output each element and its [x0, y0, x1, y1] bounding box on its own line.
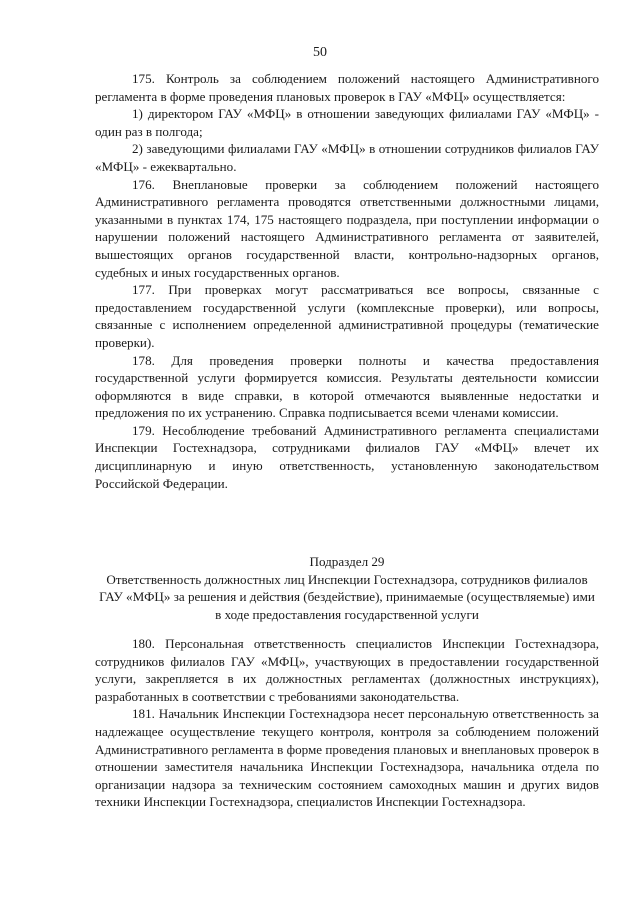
body-text-top: [95, 70, 599, 492]
body-text-bottom: [95, 635, 599, 811]
paragraph-175-item-1: 1) директором ГАУ «МФЦ» в отношении заведующих филиалами ГАУ «МФЦ» - один раз в полгода;: [95, 106, 599, 139]
section-heading: Подраздел 29: [309, 554, 385, 569]
paragraph-181: 181. Начальник Инспекции Гостехнадзора несет персональную ответственность за надлежащее осуществление текущего контроля, контроля за соблюдением положений Административного регламента в форме проведения плановых и внеплановых проверок в отношении заместителя начальника Инспекции Гостехнадзора, начальника отдела по организации надзора за техническим состоянием самоходных машин и других видов техники Инспекции Гостехнадзора, специалистов Инспекции Гостехнадзора.: [95, 706, 599, 810]
paragraph-176: 176. Внеплановые проверки за соблюдением положений настоящего Административного регламента проводятся ответственными должностными лицами, указанными в пунктах 174, 175 настоящего подраздела, при поступлении информации о нарушении положений настоящего Административного регламента от заявителей, вышестоящих органов государственной власти, контрольно-надзорных органов, судебных и иных государственных органов.: [95, 176, 599, 280]
section-title: Ответственность должностных лиц Инспекции Гостехнадзора, сотрудников филиалов ГАУ «МФЦ» за решения и действия (бездействие), принимаемые (осуществляемые) ими в ходе предоставления государственной услуги: [99, 571, 595, 622]
paragraph-180: 180. Персональная ответственность специалистов Инспекции Гостехнадзора, сотрудников филиалов ГАУ «МФЦ», участвующих в предоставлении государственной услуги, закрепляется в их должностных регламентах (должностных инструкциях), разработанных в соответствии с требованиями законодательства.: [95, 636, 599, 704]
paragraph-177: 177. При проверках могут рассматриваться все вопросы, связанные с предоставлением государственной услуги (комплексные проверки), или вопросы, связанные с исполнением определенной административной процедуры (тематические проверки).: [95, 282, 599, 350]
paragraph-175: 175. Контроль за соблюдением положений настоящего Административного регламента в форме проведения плановых проверок в ГАУ «МФЦ» осуществляется:: [95, 71, 599, 104]
paragraph-175-item-2: 2) заведующими филиалами ГАУ «МФЦ» в отношении сотрудников филиалов ГАУ «МФЦ» - ежеквартально.: [95, 141, 599, 174]
page-number: 50: [313, 45, 327, 60]
paragraph-178: 178. Для проведения проверки полноты и качества предоставления государственной услуги формируется комиссия. Результаты деятельности комиссии оформляются в виде справки, в которой отмечаются выявленные недостатки и предложения по их устранению. Справка подписывается всеми членами комиссии.: [95, 352, 599, 421]
section-header: [95, 553, 599, 623]
paragraph-179: 179. Несоблюдение требований Административного регламента специалистами Инспекции Гостехнадзора, сотрудниками филиалов ГАУ «МФЦ» влечет их дисциплинарную и иную ответственность, установленную законодательством Российской Федерации.: [95, 422, 599, 491]
